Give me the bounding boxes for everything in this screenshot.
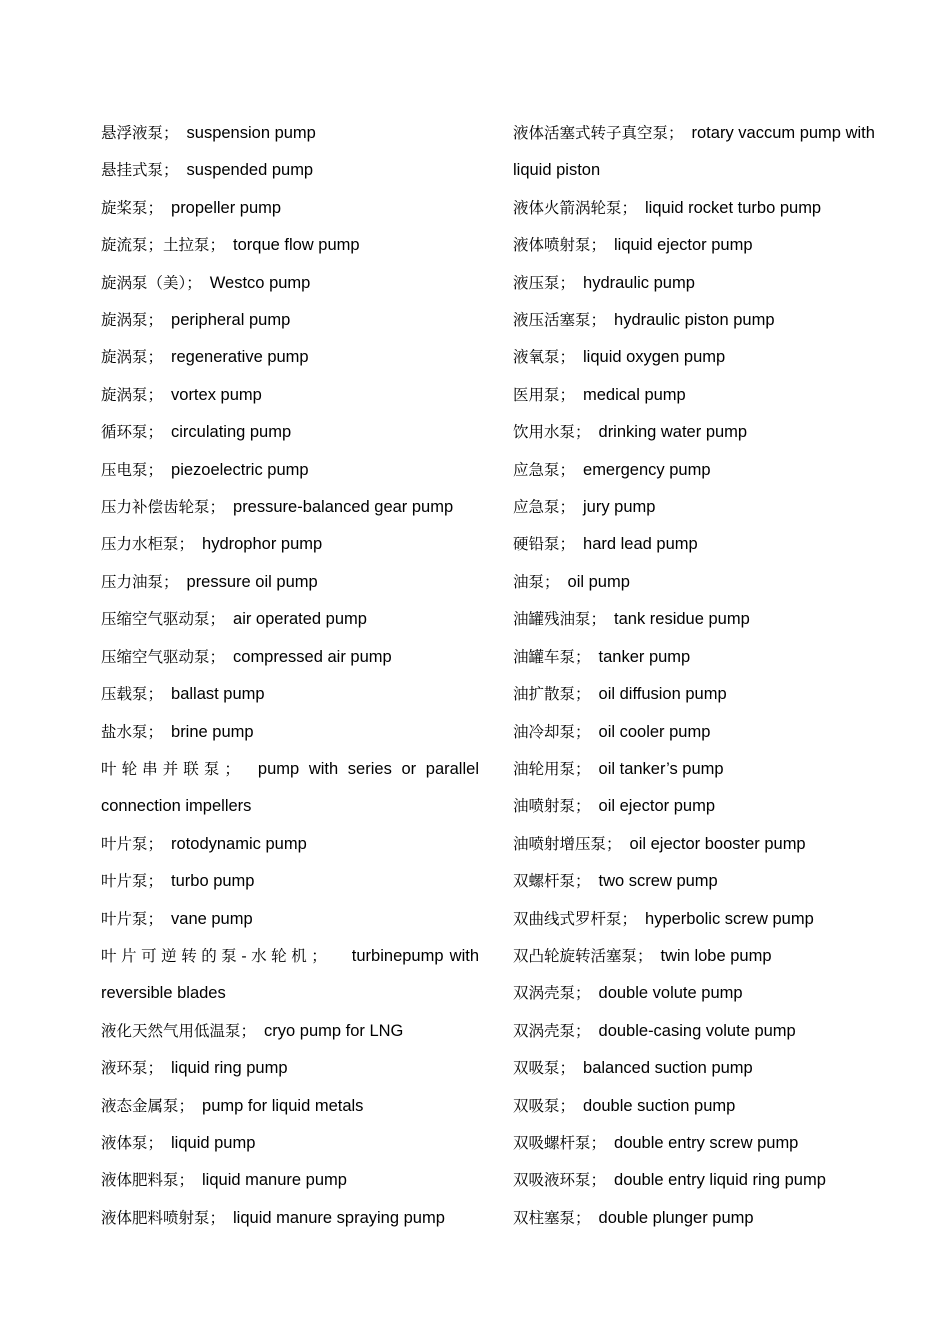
glossary-entry (513, 1013, 905, 1050)
glossary-entry (513, 489, 905, 526)
glossary-entry (513, 1200, 905, 1237)
english-term: regenerative pump (171, 348, 309, 367)
glossary-entry (101, 1125, 479, 1162)
glossary-entry (101, 526, 479, 563)
chinese-term: 双吸螺杆泵； (513, 1133, 607, 1152)
english-term: pressure-balanced gear pump (233, 498, 454, 517)
glossary-entry (101, 751, 479, 826)
chinese-term: 压电泵； (101, 460, 164, 479)
english-term: pressure oil pump (186, 572, 318, 591)
chinese-term: 双曲线式罗杆泵； (513, 909, 638, 928)
english-term: hydraulic piston pump (614, 311, 775, 330)
english-term: oil pump (567, 572, 630, 591)
chinese-term: 循环泵； (101, 423, 164, 442)
glossary-entry (101, 115, 479, 152)
glossary-entry (513, 302, 905, 339)
english-term: medical pump (583, 385, 686, 404)
english-term: turbinepump with reversible blades (101, 946, 479, 1003)
english-term: hydraulic pump (583, 273, 695, 292)
chinese-term: 油喷射增压泵； (513, 834, 622, 853)
chinese-term: 旋涡泵（美）； (101, 273, 202, 292)
chinese-term: 压缩空气驱动泵； (101, 647, 226, 666)
english-term: oil cooler pump (598, 722, 711, 741)
glossary-entry (101, 863, 479, 900)
chinese-term: 液体泵； (101, 1133, 164, 1152)
glossary-entry (513, 452, 905, 489)
english-term: tanker pump (598, 647, 691, 666)
glossary-entry (513, 826, 905, 863)
chinese-term: 液体活塞式转子真空泵； (513, 124, 684, 142)
chinese-term: 液体肥料泵； (101, 1171, 195, 1190)
chinese-term: 双柱塞泵； (513, 1208, 591, 1227)
chinese-term: 油罐残油泵； (513, 610, 607, 629)
english-term: circulating pump (171, 423, 292, 442)
chinese-term: 旋流泵；土拉泵； (101, 236, 226, 255)
glossary-entry (513, 863, 905, 900)
glossary-entry (513, 938, 905, 975)
glossary-entry (513, 414, 905, 451)
right-glossary-column (513, 115, 905, 1237)
glossary-entry (101, 265, 479, 302)
english-term: liquid ejector pump (614, 236, 753, 255)
glossary-entry (101, 414, 479, 451)
glossary-entry (513, 901, 905, 938)
chinese-term: 悬浮液泵； (101, 124, 179, 142)
english-term: pump for liquid metals (202, 1096, 364, 1115)
glossary-entry (513, 1162, 905, 1199)
english-term: oil ejector pump (598, 797, 715, 816)
glossary-entry (101, 489, 479, 526)
chinese-term: 饮用水泵； (513, 423, 591, 442)
chinese-term: 双涡壳泵； (513, 1021, 591, 1040)
glossary-entry (513, 339, 905, 376)
glossary-entry (101, 1013, 479, 1050)
chinese-term: 叶片可逆转的泵-水轮机； (101, 946, 330, 965)
glossary-entry (101, 601, 479, 638)
glossary-entry (101, 1200, 479, 1237)
glossary-entry (513, 1088, 905, 1125)
english-term: liquid oxygen pump (583, 348, 726, 367)
chinese-term: 液氧泵； (513, 348, 576, 367)
chinese-term: 双螺杆泵； (513, 872, 591, 891)
glossary-entry (513, 639, 905, 676)
glossary-entry (513, 1125, 905, 1162)
glossary-entry (513, 975, 905, 1012)
chinese-term: 叶片泵； (101, 872, 164, 891)
english-term: twin lobe pump (660, 946, 772, 965)
chinese-term: 油轮用泵； (513, 759, 591, 778)
glossary-entry (513, 601, 905, 638)
english-term: pump with series or parallel connection impellers (101, 759, 479, 816)
english-term: air operated pump (233, 610, 367, 629)
chinese-term: 油冷却泵； (513, 722, 591, 741)
glossary-entry (513, 714, 905, 751)
english-term: piezoelectric pump (171, 460, 309, 479)
glossary-entry (101, 1050, 479, 1087)
english-term: liquid rocket turbo pump (645, 198, 822, 217)
chinese-term: 液体肥料喷射泵； (101, 1208, 226, 1227)
english-term: propeller pump (171, 198, 282, 217)
english-term: two screw pump (598, 872, 718, 891)
english-term: hard lead pump (583, 535, 698, 554)
english-term: compressed air pump (233, 647, 392, 666)
english-term: double entry liquid ring pump (614, 1171, 826, 1190)
chinese-term: 旋涡泵； (101, 311, 164, 330)
glossary-entry (101, 152, 479, 189)
chinese-term: 压力补偿齿轮泵； (101, 498, 226, 517)
english-term: cryo pump for LNG (264, 1021, 404, 1040)
chinese-term: 医用泵； (513, 385, 576, 404)
chinese-term: 油喷射泵； (513, 797, 591, 816)
chinese-term: 旋涡泵； (101, 348, 164, 367)
glossary-entry (513, 564, 905, 601)
chinese-term: 压力油泵； (101, 572, 179, 591)
glossary-entry (513, 676, 905, 713)
chinese-term: 应急泵； (513, 460, 576, 479)
english-term: oil diffusion pump (598, 685, 727, 704)
chinese-term: 双吸泵； (513, 1096, 576, 1115)
english-term: suspension pump (186, 124, 316, 142)
english-term: vortex pump (171, 385, 262, 404)
english-term: double volute pump (598, 984, 743, 1003)
chinese-term: 压力水柜泵； (101, 535, 195, 554)
english-term: peripheral pump (171, 311, 291, 330)
glossary-entry (101, 1162, 479, 1199)
glossary-entry (513, 190, 905, 227)
english-term: balanced suction pump (583, 1059, 753, 1078)
chinese-term: 油扩散泵； (513, 685, 591, 704)
english-term: Westco pump (209, 273, 311, 292)
english-term: oil tanker’s pump (598, 759, 724, 778)
chinese-term: 硬铅泵； (513, 535, 576, 554)
chinese-term: 盐水泵； (101, 722, 164, 741)
english-term: liquid manure spraying pump (233, 1208, 445, 1227)
english-term: liquid manure pump (202, 1171, 347, 1190)
chinese-term: 双吸泵； (513, 1059, 576, 1078)
english-term: torque flow pump (233, 236, 360, 255)
english-term: tank residue pump (614, 610, 750, 629)
english-term: rotary vaccum pump with liquid piston (513, 124, 875, 180)
english-term: double-casing volute pump (598, 1021, 796, 1040)
english-term: oil ejector booster pump (629, 834, 806, 853)
english-term: jury pump (583, 498, 656, 517)
english-term: turbo pump (171, 872, 255, 891)
chinese-term: 液体喷射泵； (513, 236, 607, 255)
glossary-entry (101, 714, 479, 751)
chinese-term: 双吸液环泵； (513, 1171, 607, 1190)
english-term: liquid pump (171, 1133, 256, 1152)
chinese-term: 双凸轮旋转活塞泵； (513, 946, 653, 965)
glossary-entry (513, 788, 905, 825)
english-term: liquid ring pump (171, 1059, 288, 1078)
chinese-term: 双涡壳泵； (513, 984, 591, 1003)
english-term: hyperbolic screw pump (645, 909, 814, 928)
chinese-term: 压载泵； (101, 685, 164, 704)
english-term: double suction pump (583, 1096, 736, 1115)
glossary-entry (101, 227, 479, 264)
glossary-entry (101, 826, 479, 863)
glossary-entry (513, 265, 905, 302)
glossary-entry (513, 1050, 905, 1087)
chinese-term: 应急泵； (513, 498, 576, 517)
glossary-entry (101, 938, 479, 1013)
glossary-entry (513, 751, 905, 788)
chinese-term: 压缩空气驱动泵； (101, 610, 226, 629)
glossary-entry (101, 339, 479, 376)
chinese-term: 液体火箭涡轮泵； (513, 198, 638, 217)
english-term: double entry screw pump (614, 1133, 799, 1152)
english-term: emergency pump (583, 460, 711, 479)
english-term: vane pump (171, 909, 253, 928)
glossary-entry (101, 676, 479, 713)
chinese-term: 叶片泵； (101, 909, 164, 928)
english-term: ballast pump (171, 685, 265, 704)
glossary-entry (101, 901, 479, 938)
chinese-term: 叶片泵； (101, 834, 164, 853)
glossary-entry (101, 1088, 479, 1125)
chinese-term: 旋桨泵； (101, 198, 164, 217)
glossary-entry (101, 452, 479, 489)
chinese-term: 液压活塞泵； (513, 311, 607, 330)
chinese-term: 悬挂式泵； (101, 161, 179, 180)
english-term: hydrophor pump (202, 535, 323, 554)
english-term: rotodynamic pump (171, 834, 307, 853)
english-term: double plunger pump (598, 1208, 754, 1227)
glossary-entry (101, 190, 479, 227)
glossary-entry (101, 377, 479, 414)
english-term: drinking water pump (598, 423, 748, 442)
glossary-entry (101, 639, 479, 676)
glossary-entry (513, 115, 905, 190)
chinese-term: 液态金属泵； (101, 1096, 195, 1115)
chinese-term: 旋涡泵； (101, 385, 164, 404)
chinese-term: 油泵； (513, 572, 560, 591)
chinese-term: 液环泵； (101, 1059, 164, 1078)
glossary-entry (513, 377, 905, 414)
chinese-term: 叶轮串并联泵； (101, 759, 240, 778)
chinese-term: 液压泵； (513, 273, 576, 292)
left-glossary-column (101, 115, 479, 1237)
glossary-entry (101, 564, 479, 601)
glossary-entry (513, 227, 905, 264)
chinese-term: 油罐车泵； (513, 647, 591, 666)
english-term: suspended pump (186, 161, 314, 180)
glossary-entry (513, 526, 905, 563)
english-term: brine pump (171, 722, 254, 741)
chinese-term: 液化天然气用低温泵； (101, 1021, 257, 1040)
glossary-entry (101, 302, 479, 339)
